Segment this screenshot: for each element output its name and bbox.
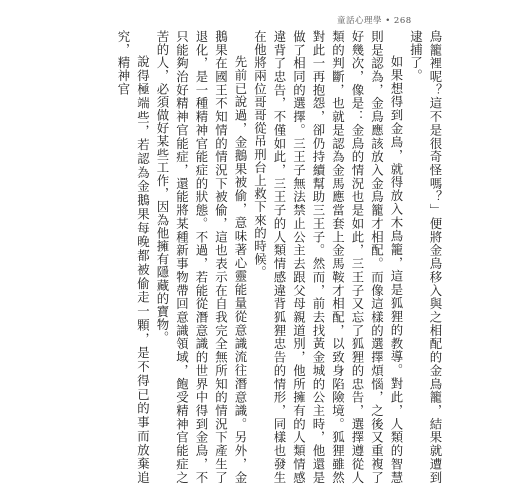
paragraph-4: 說得極端些，若認為金鵝果每晚都被偷走一顆，是不得已的事而放棄追究，精神官: [116, 30, 151, 484]
running-header: 童話心理學 • 268: [337, 16, 412, 26]
paragraph-2: 如果想得到金鳥，就得放入木鳥籠，這是狐狸的教導。對此，人類的智慧則是認為，金鳥應該放入金鳥籠才相配。而像這樣的選擇煩惱，之後又重複了好幾次，像是：金鳥的情況也是如此，三王子又忘了狐狸的忠告，選擇遵從人類的判斷，也就是認為金馬應當套上金馬鞍才相配，以致身陷險境。狐狸雖然對此一再抱怨，卻仍持續幫助三王子。然而，前去找黃金城的公主時，他還是做了相同的選擇。三王子無法禁止公主去跟父母親道別，他所擁有的人類情感違背了忠告，不僅如此，三王子的人類情感違背狐狸忠告的情形，同樣也發生在他將兩位哥哥從吊刑台上救下來的時候。: [252, 30, 404, 484]
paragraph-1: 鳥籠裡呢？這不是很奇怪嗎？」便將金鳥移入與之相配的金鳥籠，結果就遭到逮捕了。: [408, 30, 443, 484]
body-text: [114, 30, 446, 484]
paragraph-3: 先前已說過，金鵝果被偷，意味著心靈能量從意識流往潛意識。另外，金鵝果在國王不知情的情況下被偷，這也表示在自我完全無所知的情況下產生了退化，是一種精神官能症的狀態。不過，若能從潛意識的世界中得到金鳥，不只能夠治好精神官能症，還能將某種新事物帶回意識領域，飽受精神官能症之苦的人，必須做好某些工作，因為他擁有隱藏的寶物。: [155, 30, 248, 484]
